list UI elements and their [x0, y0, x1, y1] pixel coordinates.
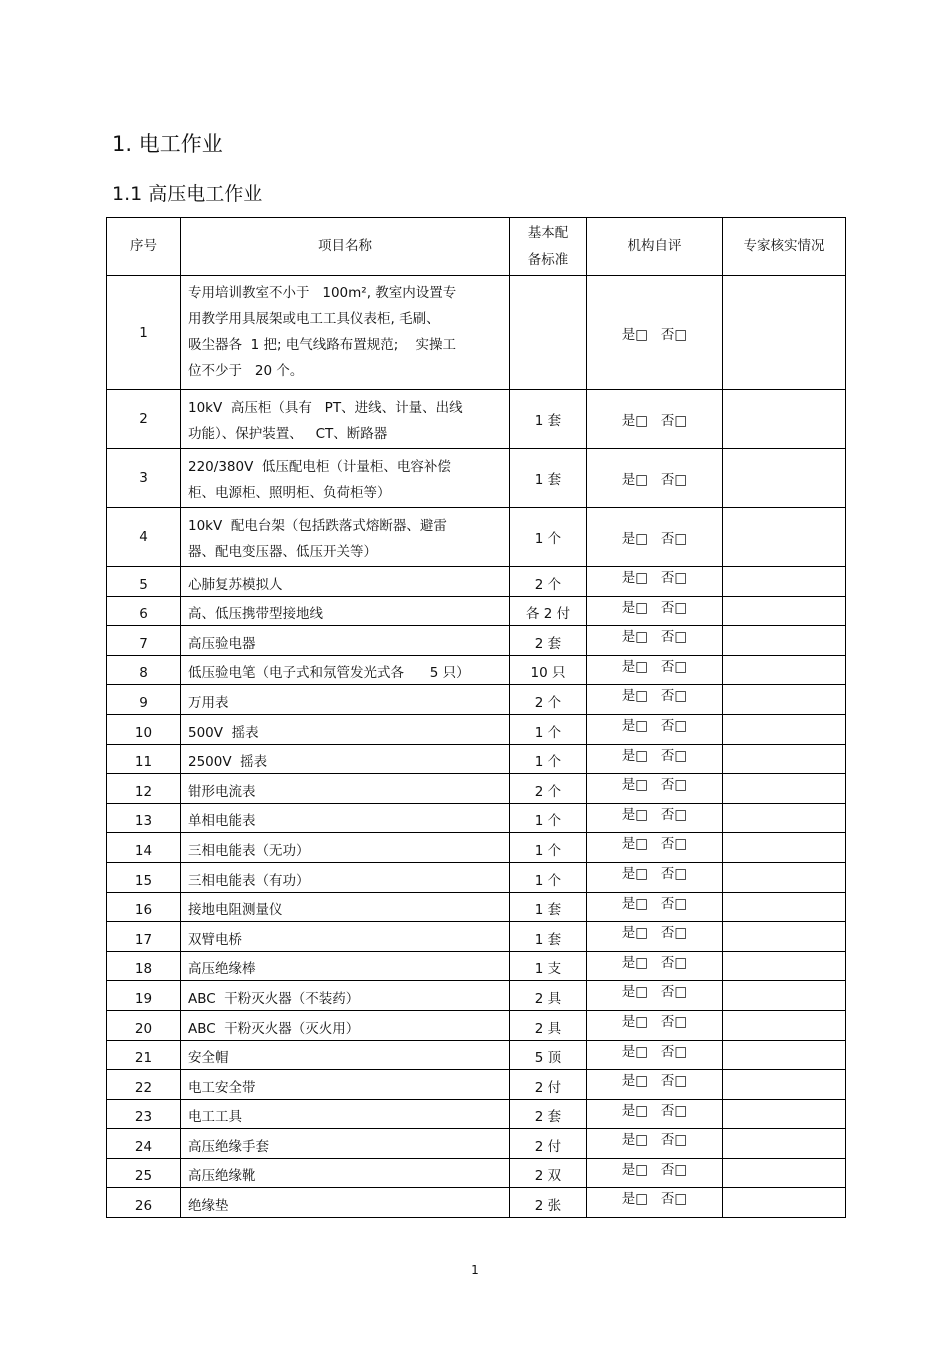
standard-quantity: 2 套: [510, 1099, 587, 1129]
item-name: [181, 803, 510, 833]
page-number: 1: [471, 1263, 479, 1277]
item-name: [181, 508, 510, 567]
table-row: [107, 862, 846, 892]
standard-quantity: 各 2 付: [510, 596, 587, 626]
table-row: [107, 567, 846, 597]
item-name-line: 吸尘器各 1 把; 电气线路布置规范; 实操工: [188, 337, 457, 353]
expert-verification-cell[interactable]: [723, 892, 846, 922]
table-row: [107, 1010, 846, 1040]
table-row: [107, 833, 846, 863]
self-eval-checkboxes[interactable]: [587, 449, 723, 508]
self-eval-checkboxes[interactable]: [587, 981, 723, 1011]
standard-quantity: 1 支: [510, 951, 587, 981]
item-name-line: 心肺复苏模拟人: [188, 576, 283, 593]
row-number: 1: [107, 276, 181, 390]
yes-no-options[interactable]: 是□ 否□: [621, 1043, 688, 1060]
item-name-line: 单相电能表: [188, 813, 256, 830]
item-name-line: 位不少于 20 个。: [188, 363, 304, 379]
table-row: [107, 892, 846, 922]
self-eval-checkboxes[interactable]: [587, 1010, 723, 1040]
item-name-line: 10kV 配电台架（包括跌落式熔断器、避雷: [188, 518, 447, 534]
standard-quantity: 2 具: [510, 981, 587, 1011]
yes-no-options[interactable]: 是□ 否□: [621, 413, 688, 429]
item-name-line: 220/380V 低压配电柜（计量柜、电容补偿: [188, 459, 451, 475]
table-row: [107, 685, 846, 715]
yes-no-options[interactable]: 是□ 否□: [621, 570, 688, 586]
standard-quantity: 2 付: [510, 1129, 587, 1159]
self-eval-checkboxes[interactable]: [587, 1188, 723, 1218]
table-row: [107, 1040, 846, 1070]
table-row: [107, 1188, 846, 1218]
row-number: 7: [107, 626, 181, 656]
yes-no-options[interactable]: 是□ 否□: [621, 777, 688, 794]
standard-quantity: 2 付: [510, 1070, 587, 1100]
self-eval-checkboxes[interactable]: [587, 744, 723, 774]
item-name: [181, 596, 510, 626]
expert-verification-cell[interactable]: [723, 981, 846, 1011]
header-standard-line2: 备标准: [527, 251, 569, 268]
standard-quantity: 2 个: [510, 685, 587, 715]
yes-no-options[interactable]: 是□ 否□: [621, 472, 688, 488]
item-name-line: 低压验电笔（电子式和氖管发光式各 5 只）: [188, 665, 470, 682]
table-row: [107, 276, 846, 390]
item-name-line: 绝缘垫: [188, 1198, 229, 1215]
expert-verification-cell[interactable]: [723, 626, 846, 656]
expert-verification-cell[interactable]: [723, 1070, 846, 1100]
item-name-line: 用教学用具展架或电工工具仪表柜, 毛刷、: [188, 311, 440, 327]
standard-quantity: 1 套: [510, 922, 587, 952]
self-eval-checkboxes[interactable]: [587, 892, 723, 922]
item-name-line: 三相电能表（无功）: [188, 842, 310, 859]
standard-quantity: 1 套: [510, 390, 587, 449]
self-eval-checkboxes[interactable]: [587, 390, 723, 449]
self-eval-checkboxes[interactable]: [587, 1158, 723, 1188]
item-name-line: ABC 干粉灭火器（灭火用）: [188, 1020, 360, 1037]
row-number: 22: [107, 1070, 181, 1100]
yes-no-options[interactable]: 是□ 否□: [621, 1013, 688, 1030]
yes-no-options[interactable]: 是□ 否□: [621, 925, 688, 942]
row-number: 15: [107, 862, 181, 892]
table-row: [107, 1129, 846, 1159]
expert-verification-cell[interactable]: [723, 1010, 846, 1040]
item-name-line: 电工安全带: [188, 1079, 256, 1096]
item-name: [181, 390, 510, 449]
item-name: [181, 774, 510, 804]
self-eval-checkboxes[interactable]: [587, 626, 723, 656]
item-name: [181, 1158, 510, 1188]
self-eval-checkboxes[interactable]: [587, 1070, 723, 1100]
item-name: [181, 1099, 510, 1129]
item-name: [181, 951, 510, 981]
item-name-line: 万用表: [188, 694, 229, 711]
table-row: [107, 774, 846, 804]
table-row: [107, 508, 846, 567]
standard-quantity: 1 套: [510, 449, 587, 508]
yes-no-options[interactable]: 是□ 否□: [621, 747, 688, 764]
table-row: [107, 1070, 846, 1100]
item-name: [181, 1070, 510, 1100]
item-name-line: 双臂电桥: [188, 931, 242, 948]
yes-no-options[interactable]: 是□ 否□: [621, 1073, 688, 1090]
yes-no-options[interactable]: 是□ 否□: [621, 658, 688, 675]
item-name-line: 接地电阻测量仪: [188, 902, 283, 919]
yes-no-options[interactable]: 是□ 否□: [621, 1191, 688, 1208]
row-number: 6: [107, 596, 181, 626]
row-number: 18: [107, 951, 181, 981]
table-row: [107, 981, 846, 1011]
item-name: [181, 626, 510, 656]
header-standard: [510, 218, 587, 276]
yes-no-options[interactable]: 是□ 否□: [621, 629, 688, 646]
item-name: [181, 685, 510, 715]
standard-quantity: 2 张: [510, 1188, 587, 1218]
expert-verification-cell[interactable]: [723, 922, 846, 952]
expert-verification-cell[interactable]: [723, 449, 846, 508]
table-body: [107, 276, 846, 1218]
expert-verification-cell[interactable]: [723, 951, 846, 981]
item-name-line: 安全帽: [188, 1050, 229, 1067]
table-row: [107, 390, 846, 449]
row-number: 4: [107, 508, 181, 567]
item-name-line: 三相电能表（有功）: [188, 872, 310, 889]
expert-verification-cell[interactable]: [723, 596, 846, 626]
equipment-table: [106, 217, 846, 1218]
row-number: 14: [107, 833, 181, 863]
header-name: 项目名称: [181, 218, 510, 276]
item-name: [181, 744, 510, 774]
self-eval-checkboxes[interactable]: [587, 714, 723, 744]
self-eval-checkboxes[interactable]: [587, 596, 723, 626]
row-number: 3: [107, 449, 181, 508]
standard-quantity: 2 个: [510, 774, 587, 804]
row-number: 16: [107, 892, 181, 922]
yes-no-options[interactable]: 是□ 否□: [621, 1132, 688, 1149]
expert-verification-cell[interactable]: [723, 1129, 846, 1159]
standard-quantity: 2 具: [510, 1010, 587, 1040]
item-name: [181, 892, 510, 922]
self-eval-checkboxes[interactable]: [587, 508, 723, 567]
table-row: [107, 1158, 846, 1188]
row-number: 13: [107, 803, 181, 833]
standard-quantity: 2 双: [510, 1158, 587, 1188]
self-eval-checkboxes[interactable]: [587, 1099, 723, 1129]
yes-no-options[interactable]: 是□ 否□: [621, 895, 688, 912]
standard-quantity: 1 个: [510, 803, 587, 833]
self-eval-checkboxes[interactable]: [587, 774, 723, 804]
self-eval-checkboxes[interactable]: [587, 951, 723, 981]
row-number: 23: [107, 1099, 181, 1129]
item-name: [181, 449, 510, 508]
yes-no-options[interactable]: 是□ 否□: [621, 865, 688, 882]
table-row: [107, 922, 846, 952]
item-name-line: 电工工具: [188, 1109, 242, 1126]
item-name: [181, 1010, 510, 1040]
self-eval-checkboxes[interactable]: [587, 276, 723, 390]
row-number: 21: [107, 1040, 181, 1070]
expert-verification-cell[interactable]: [723, 744, 846, 774]
standard-quantity: [510, 276, 587, 390]
item-name: [181, 1040, 510, 1070]
row-number: 12: [107, 774, 181, 804]
row-number: 5: [107, 567, 181, 597]
row-number: 25: [107, 1158, 181, 1188]
expert-verification-cell[interactable]: [723, 1188, 846, 1218]
expert-verification-cell[interactable]: [723, 803, 846, 833]
expert-verification-cell[interactable]: [723, 714, 846, 744]
yes-no-options[interactable]: 是□ 否□: [621, 1161, 688, 1178]
header-self-eval: 机构自评: [587, 218, 723, 276]
standard-quantity: 5 顶: [510, 1040, 587, 1070]
item-name-line: 高压绝缘棒: [188, 961, 256, 978]
item-name: [181, 922, 510, 952]
row-number: 11: [107, 744, 181, 774]
item-name-line: ABC 干粉灭火器（不装药）: [188, 990, 360, 1007]
table-row: [107, 1099, 846, 1129]
expert-verification-cell[interactable]: [723, 655, 846, 685]
yes-no-options[interactable]: 是□ 否□: [621, 531, 688, 547]
row-number: 8: [107, 655, 181, 685]
yes-no-options[interactable]: 是□ 否□: [621, 326, 688, 343]
table-row: [107, 626, 846, 656]
row-number: 2: [107, 390, 181, 449]
item-name-line: 高压验电器: [188, 635, 256, 652]
header-no: 序号: [107, 218, 181, 276]
item-name: [181, 981, 510, 1011]
yes-no-options[interactable]: 是□ 否□: [621, 984, 688, 1001]
subsection-heading: 1.1 高压电工作业: [112, 183, 263, 205]
row-number: 19: [107, 981, 181, 1011]
self-eval-checkboxes[interactable]: [587, 833, 723, 863]
header-standard-line1: 基本配: [527, 224, 569, 241]
item-name: [181, 1129, 510, 1159]
row-number: 20: [107, 1010, 181, 1040]
self-eval-checkboxes[interactable]: [587, 685, 723, 715]
item-name-line: 柜、电源柜、照明柜、负荷柜等）: [188, 485, 391, 501]
item-name: [181, 655, 510, 685]
table-row: [107, 449, 846, 508]
expert-verification-cell[interactable]: [723, 1099, 846, 1129]
item-name-line: 器、配电变压器、低压开关等）: [188, 544, 377, 560]
yes-no-options[interactable]: 是□ 否□: [621, 1102, 688, 1119]
row-number: 24: [107, 1129, 181, 1159]
self-eval-checkboxes[interactable]: [587, 1129, 723, 1159]
expert-verification-cell[interactable]: [723, 774, 846, 804]
yes-no-options[interactable]: 是□ 否□: [621, 836, 688, 853]
self-eval-checkboxes[interactable]: [587, 1040, 723, 1070]
expert-verification-cell[interactable]: [723, 390, 846, 449]
row-number: 17: [107, 922, 181, 952]
item-name: [181, 567, 510, 597]
yes-no-options[interactable]: 是□ 否□: [621, 717, 688, 734]
header-expert: 专家核实情况: [723, 218, 846, 276]
item-name-line: 10kV 高压柜（具有 PT、进线、计量、出线: [188, 400, 463, 416]
expert-verification-cell[interactable]: [723, 833, 846, 863]
item-name-line: 2500V 摇表: [188, 754, 268, 771]
yes-no-options[interactable]: 是□ 否□: [621, 954, 688, 971]
item-name-line: 高压绝缘靴: [188, 1168, 256, 1185]
standard-quantity: 1 个: [510, 862, 587, 892]
row-number: 10: [107, 714, 181, 744]
table-row: [107, 655, 846, 685]
expert-verification-cell[interactable]: [723, 567, 846, 597]
yes-no-options[interactable]: 是□ 否□: [621, 806, 688, 823]
expert-verification-cell[interactable]: [723, 1040, 846, 1070]
standard-quantity: 10 只: [510, 655, 587, 685]
self-eval-checkboxes[interactable]: [587, 803, 723, 833]
row-number: 26: [107, 1188, 181, 1218]
standard-quantity: 1 个: [510, 508, 587, 567]
yes-no-options[interactable]: 是□ 否□: [621, 688, 688, 705]
self-eval-checkboxes[interactable]: [587, 922, 723, 952]
table-row: [107, 596, 846, 626]
expert-verification-cell[interactable]: [723, 1158, 846, 1188]
item-name-line: 高压绝缘手套: [188, 1138, 269, 1155]
self-eval-checkboxes[interactable]: [587, 567, 723, 597]
item-name-line: 高、低压携带型接地线: [188, 606, 323, 623]
standard-quantity: 1 套: [510, 892, 587, 922]
standard-quantity: 1 个: [510, 714, 587, 744]
self-eval-checkboxes[interactable]: [587, 655, 723, 685]
item-name-line: 钳形电流表: [188, 783, 256, 800]
table-header-row: [107, 218, 846, 276]
yes-no-options[interactable]: 是□ 否□: [621, 599, 688, 616]
item-name-line: 500V 摇表: [188, 724, 259, 741]
item-name: [181, 714, 510, 744]
item-name: [181, 276, 510, 390]
table-row: [107, 951, 846, 981]
row-number: 9: [107, 685, 181, 715]
expert-verification-cell[interactable]: [723, 508, 846, 567]
table-row: [107, 714, 846, 744]
standard-quantity: 1 个: [510, 744, 587, 774]
item-name-line: 专用培训教室不小于 100m², 教室内设置专: [188, 285, 457, 301]
expert-verification-cell[interactable]: [723, 276, 846, 390]
standard-quantity: 2 个: [510, 567, 587, 597]
expert-verification-cell[interactable]: [723, 862, 846, 892]
table-row: [107, 744, 846, 774]
standard-quantity: 1 个: [510, 833, 587, 863]
expert-verification-cell[interactable]: [723, 685, 846, 715]
section-heading: 1. 电工作业: [112, 132, 223, 156]
item-name-line: 功能）、保护装置、 CT、断路器: [188, 426, 388, 442]
item-name: [181, 862, 510, 892]
item-name: [181, 833, 510, 863]
table-row: [107, 803, 846, 833]
standard-quantity: 2 套: [510, 626, 587, 656]
self-eval-checkboxes[interactable]: [587, 862, 723, 892]
item-name: [181, 1188, 510, 1218]
